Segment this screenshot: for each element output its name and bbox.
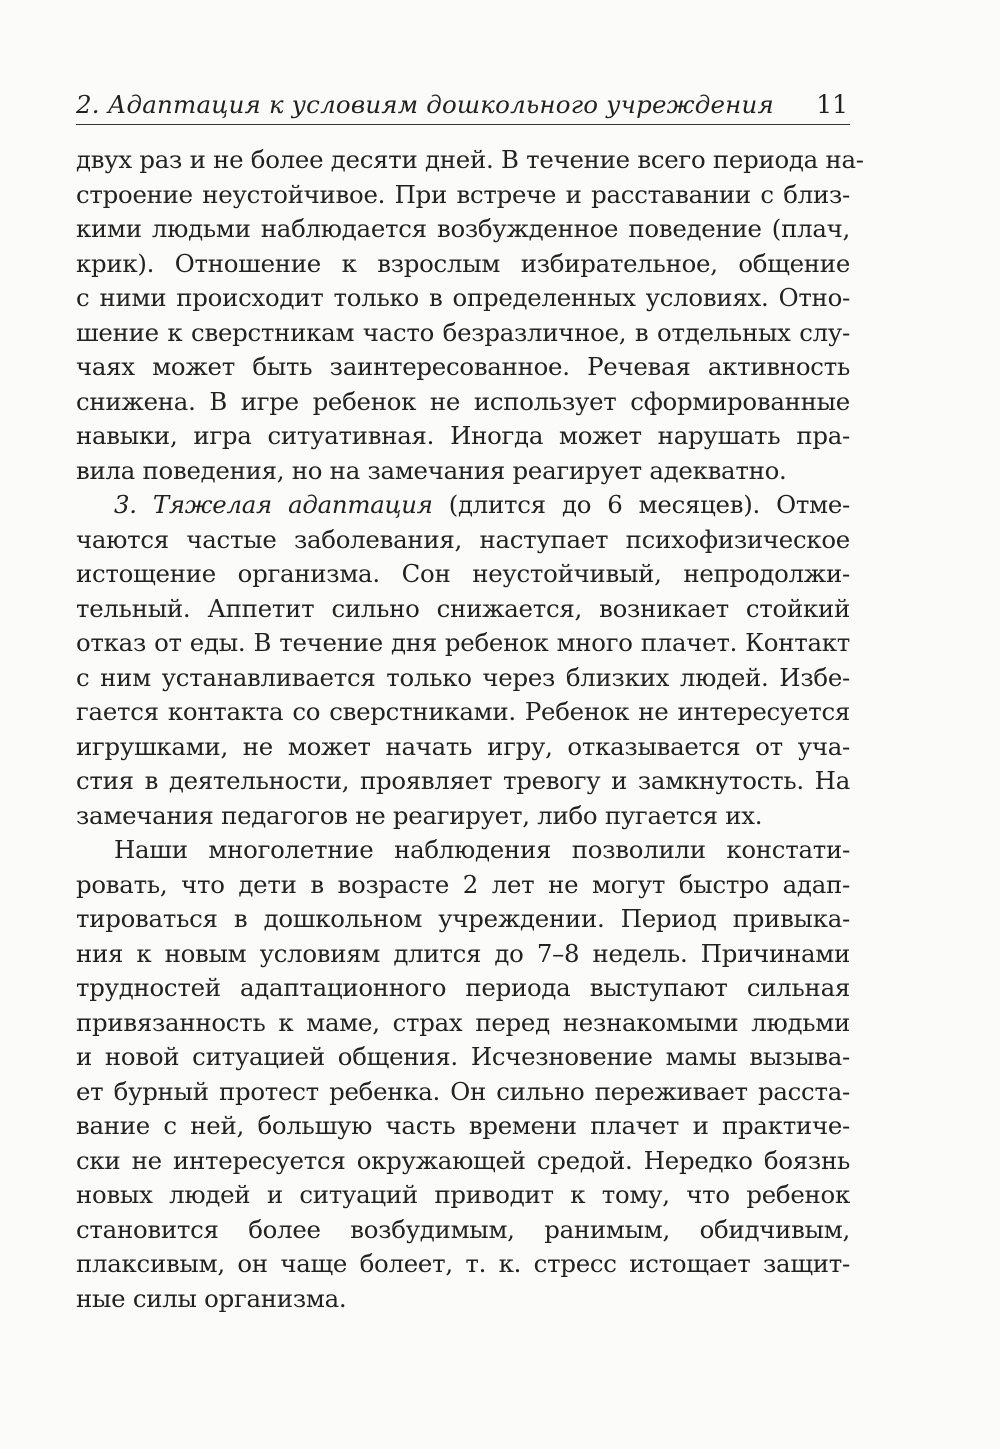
text-line: замечания педагогов не реагирует, либо пугается их. [76, 800, 763, 830]
text-line: крик). Отношение к взрослым избирательное, общение [76, 248, 850, 278]
text-line: вание с ней, большую часть времени плачет и практиче- [76, 1111, 850, 1140]
text-line: ровать, что дети в возрасте 2 лет не могут быстро адап- [76, 869, 850, 899]
text-line: тироваться в дошкольном учреждении. Период привыка- [76, 904, 850, 933]
text-line [76, 488, 850, 523]
text-line: шение к сверстникам часто безразличное, в отдельных слу- [76, 317, 850, 347]
text-line: становится более возбудимым, ранимым, обидчивым, [76, 1214, 850, 1244]
paragraph-mild-moderate-continuation [76, 143, 864, 488]
text-line: ния к новым условиям длится до 7–8 недель. Причинами [76, 938, 850, 968]
text-line: вила поведения, но на замечания реагирует адекватно. [76, 455, 787, 485]
text-line: навыки, игра ситуативная. Иногда может нарушать пра- [76, 421, 850, 450]
text-line: с ними происходит только в определенных условиях. Отно- [76, 283, 850, 312]
text-line: Наши многолетние наблюдения позволили констати- [114, 835, 850, 864]
text-line: двух раз и не более десяти дней. В течение всего периода на- [76, 145, 864, 174]
text-line: с ним устанавливается только через близких людей. Избе- [76, 662, 850, 692]
text-line: ные силы организма. [76, 1283, 347, 1313]
paragraph-observations [76, 833, 850, 1316]
text-line: новых людей и ситуаций приводит к тому, что ребенок [76, 1180, 850, 1209]
text-line: кими людьми наблюдается возбужденное поведение (плач, [76, 214, 850, 243]
paragraph-severe-adaptation [76, 488, 850, 833]
text-fragment: (длится до 6 месяцев). Отме- [432, 490, 850, 519]
text-line: гается контакта со сверстниками. Ребенок не интересуется [76, 697, 850, 726]
text-line: чаях может быть заинтересованное. Речевая активность [76, 352, 850, 381]
text-line: чаются частые заболевания, наступает психофизическое [76, 524, 850, 554]
text-line: трудностей адаптационного периода выступают сильная [76, 973, 850, 1002]
text-line: строение неустойчивое. При встрече и расставании с близ- [76, 179, 850, 209]
text-line: стия в деятельности, проявляет тревогу и замкнутость. На [76, 766, 850, 795]
text-line: отказ от еды. В течение дня ребенок много плачет. Контакт [76, 628, 850, 657]
text-line: игрушками, не может начать игру, отказывается от уча- [76, 731, 850, 761]
body-text [76, 143, 864, 1316]
text-line: привязанность к маме, страх перед незнакомыми людьми [76, 1007, 850, 1037]
text-line: плаксивым, он чаще болеет, т. к. стресс истощает защит- [76, 1249, 850, 1278]
text-line: тельный. Аппетит сильно снижается, возникает стойкий [76, 593, 850, 623]
section-heading-severe-adaptation: 3. Тяжелая адаптация [114, 490, 433, 519]
text-line: истощение организма. Сон неустойчивый, непродолжи- [76, 559, 850, 588]
text-line: снижена. В игре ребенок не использует сформированные [76, 386, 850, 416]
text-line: ет бурный протест ребенка. Он сильно переживает расста- [76, 1076, 850, 1106]
text-line: и новой ситуацией общения. Исчезновение мамы вызыва- [76, 1042, 850, 1071]
page-number: 11 [816, 90, 848, 119]
running-title: 2. Адаптация к условиям дошкольного учреждения [76, 90, 774, 119]
running-header [76, 88, 850, 125]
text-line: ски не интересуется окружающей средой. Нередко боязнь [76, 1145, 850, 1175]
